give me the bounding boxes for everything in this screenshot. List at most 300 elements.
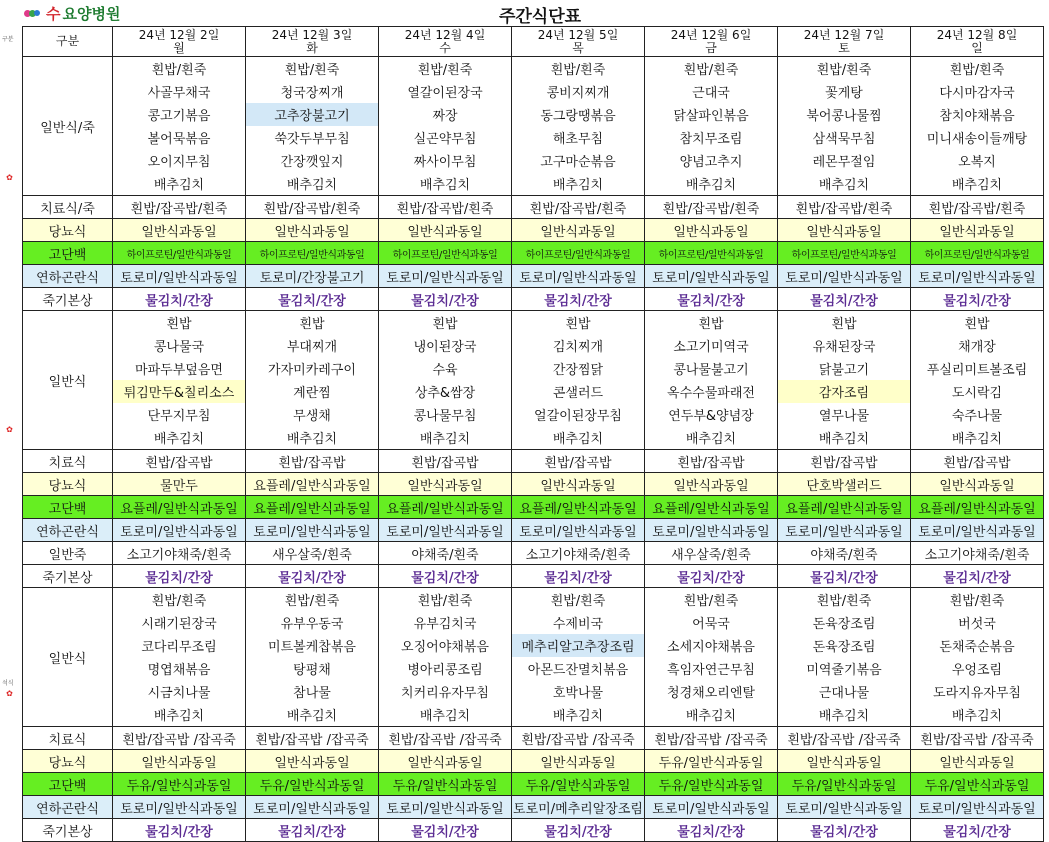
diet-row bbox=[23, 773, 1044, 796]
diet-cell: 일반식과동일 bbox=[911, 219, 1044, 242]
dish-cell: 배추김치 bbox=[778, 172, 911, 196]
diet-row bbox=[23, 727, 1044, 750]
diet-cell: 두유/일반식과동일 bbox=[911, 773, 1044, 796]
dish-cell: 참나물 bbox=[246, 680, 379, 703]
day-date: 24년 12월 6일 bbox=[670, 27, 752, 42]
day-header bbox=[113, 27, 246, 57]
diet-cell: 흰밥/잡곡밥/흰죽 bbox=[379, 196, 512, 219]
dish-cell: 짜사이무침 bbox=[379, 149, 512, 172]
diet-cell: 물김치/간장 bbox=[246, 565, 379, 588]
diet-cell: 단호박샐러드 bbox=[778, 473, 911, 496]
side-margin bbox=[0, 26, 22, 804]
diet-cell: 야채죽/흰죽 bbox=[778, 542, 911, 565]
diet-cell: 물김치/간장 bbox=[645, 288, 778, 311]
dish-cell: 배추김치 bbox=[645, 172, 778, 196]
diet-cell: 흰밥/잡곡밥 /잡곡죽 bbox=[379, 727, 512, 750]
diet-cell: 일반식과동일 bbox=[246, 219, 379, 242]
dish-cell: 콩나물불고기 bbox=[645, 357, 778, 380]
meal-type-label: 일반식/죽 bbox=[23, 57, 113, 196]
dish-cell: 김치찌개 bbox=[512, 334, 645, 357]
dish-cell: 사골무채국 bbox=[113, 80, 246, 103]
dish-cell: 흰밥/흰죽 bbox=[512, 588, 645, 612]
dish-cell: 레몬무절임 bbox=[778, 149, 911, 172]
diet-cell: 새우살죽/흰죽 bbox=[246, 542, 379, 565]
dish-cell: 고구마순볶음 bbox=[512, 149, 645, 172]
diet-cell: 물김치/간장 bbox=[778, 288, 911, 311]
diet-row bbox=[23, 796, 1044, 819]
diet-cell: 토로미/일반식과동일 bbox=[911, 796, 1044, 819]
dish-cell: 양념고추지 bbox=[645, 149, 778, 172]
diet-cell: 흰밥/잡곡밥/흰죽 bbox=[113, 196, 246, 219]
diet-row bbox=[23, 265, 1044, 288]
dish-cell: 흰밥/흰죽 bbox=[246, 588, 379, 612]
diet-cell: 새우살죽/흰죽 bbox=[645, 542, 778, 565]
meal-row bbox=[23, 611, 1044, 634]
dish-cell: 흰밥/흰죽 bbox=[645, 588, 778, 612]
dish-cell: 북어콩나물찜 bbox=[778, 103, 911, 126]
dish-cell: 해초무침 bbox=[512, 126, 645, 149]
diet-row bbox=[23, 565, 1044, 588]
diet-cell: 요플레/일반식과동일 bbox=[246, 473, 379, 496]
logo-mark-icon bbox=[34, 10, 40, 16]
dish-cell: 고추장불고기 bbox=[246, 103, 379, 126]
day-header bbox=[645, 27, 778, 57]
diet-cell: 토로미/일반식과동일 bbox=[113, 265, 246, 288]
dish-cell: 가자미카레구이 bbox=[246, 357, 379, 380]
diet-type-label: 연하곤란식 bbox=[23, 265, 113, 288]
dish-cell: 어묵국 bbox=[645, 611, 778, 634]
diet-type-label: 죽기본상 bbox=[23, 565, 113, 588]
meal-row bbox=[23, 126, 1044, 149]
diet-cell: 토로미/일반식과동일 bbox=[512, 265, 645, 288]
dish-cell: 탕평채 bbox=[246, 657, 379, 680]
dish-cell: 흰밥/흰죽 bbox=[113, 588, 246, 612]
day-weekday: 수 bbox=[439, 40, 451, 55]
meal-row bbox=[23, 380, 1044, 403]
diet-type-label: 연하곤란식 bbox=[23, 796, 113, 819]
dish-cell: 닭불고기 bbox=[778, 357, 911, 380]
meal-row bbox=[23, 311, 1044, 335]
dish-cell: 실곤약무침 bbox=[379, 126, 512, 149]
diet-type-label: 일반죽 bbox=[23, 542, 113, 565]
dish-cell: 동그랑땡볶음 bbox=[512, 103, 645, 126]
dish-cell: 유부김치국 bbox=[379, 611, 512, 634]
diet-cell: 토로미/일반식과동일 bbox=[379, 265, 512, 288]
dish-cell: 오징어야채볶음 bbox=[379, 634, 512, 657]
day-weekday: 금 bbox=[705, 40, 717, 55]
dish-cell: 배추김치 bbox=[512, 426, 645, 450]
diet-type-label: 당뇨식 bbox=[23, 473, 113, 496]
meal-row bbox=[23, 103, 1044, 126]
dish-cell: 냉이된장국 bbox=[379, 334, 512, 357]
dish-cell: 흰밥 bbox=[246, 311, 379, 335]
meal-row bbox=[23, 172, 1044, 196]
diet-cell: 요플레/일반식과동일 bbox=[113, 496, 246, 519]
diet-row bbox=[23, 450, 1044, 473]
dish-cell: 배추김치 bbox=[379, 172, 512, 196]
diet-cell: 요플레/일반식과동일 bbox=[778, 496, 911, 519]
diet-cell: 물김치/간장 bbox=[911, 565, 1044, 588]
meal-row bbox=[23, 80, 1044, 103]
dish-cell: 청국장찌개 bbox=[246, 80, 379, 103]
diet-cell: 물김치/간장 bbox=[911, 288, 1044, 311]
day-header bbox=[246, 27, 379, 57]
day-weekday: 화 bbox=[306, 40, 318, 55]
dish-cell: 유부우동국 bbox=[246, 611, 379, 634]
dish-cell: 흰밥/흰죽 bbox=[778, 57, 911, 81]
diet-cell: 하이프로틴/일반식과동일 bbox=[512, 242, 645, 265]
diet-cell: 두유/일반식과동일 bbox=[512, 773, 645, 796]
diet-cell: 일반식과동일 bbox=[911, 473, 1044, 496]
diet-cell: 흰밥/잡곡밥 /잡곡죽 bbox=[113, 727, 246, 750]
diet-cell: 흰밥/잡곡밥/흰죽 bbox=[645, 196, 778, 219]
dish-cell: 배추김치 bbox=[645, 426, 778, 450]
diet-cell: 일반식과동일 bbox=[512, 473, 645, 496]
diet-type-label: 고단백 bbox=[23, 773, 113, 796]
dish-cell: 튀김만두&칠리소스 bbox=[113, 380, 246, 403]
dish-cell: 흰밥/흰죽 bbox=[911, 57, 1044, 81]
diet-type-label: 치료식/죽 bbox=[23, 196, 113, 219]
dish-cell: 배추김치 bbox=[246, 426, 379, 450]
dish-cell: 흰밥 bbox=[512, 311, 645, 335]
dish-cell: 치커리유자무침 bbox=[379, 680, 512, 703]
diet-cell: 흰밥/잡곡밥/흰죽 bbox=[911, 196, 1044, 219]
diet-cell: 흰밥/잡곡밥 bbox=[113, 450, 246, 473]
diet-cell: 요플레/일반식과동일 bbox=[512, 496, 645, 519]
diet-cell: 일반식과동일 bbox=[246, 750, 379, 773]
diet-type-label: 고단백 bbox=[23, 496, 113, 519]
dish-cell: 시금치나물 bbox=[113, 680, 246, 703]
dish-cell: 배추김치 bbox=[379, 703, 512, 727]
diet-cell: 요플레/일반식과동일 bbox=[246, 496, 379, 519]
dish-cell: 배추김치 bbox=[246, 703, 379, 727]
dish-cell: 콘샐러드 bbox=[512, 380, 645, 403]
day-date: 24년 12월 8일 bbox=[936, 27, 1018, 42]
diet-cell: 소고기야채죽/흰죽 bbox=[113, 542, 246, 565]
diet-type-label: 연하곤란식 bbox=[23, 519, 113, 542]
diet-cell: 일반식과동일 bbox=[645, 219, 778, 242]
day-weekday: 토 bbox=[838, 40, 850, 55]
dish-cell: 명엽채볶음 bbox=[113, 657, 246, 680]
dish-cell: 열갈이된장국 bbox=[379, 80, 512, 103]
dish-cell: 콩고기볶음 bbox=[113, 103, 246, 126]
diet-row bbox=[23, 819, 1044, 842]
diet-cell: 흰밥/잡곡밥 /잡곡죽 bbox=[246, 727, 379, 750]
dish-cell: 다시마감자국 bbox=[911, 80, 1044, 103]
diet-cell: 토로미/일반식과동일 bbox=[113, 519, 246, 542]
diet-cell: 토로미/간장불고기 bbox=[246, 265, 379, 288]
dish-cell: 도라지유자무침 bbox=[911, 680, 1044, 703]
diet-cell: 하이프로틴/일반식과동일 bbox=[379, 242, 512, 265]
day-weekday: 목 bbox=[572, 40, 584, 55]
dish-cell: 배추김치 bbox=[778, 426, 911, 450]
meal-row bbox=[23, 426, 1044, 450]
diet-cell: 토로미/일반식과동일 bbox=[379, 796, 512, 819]
side-label-bottom: 석식 bbox=[2, 680, 14, 687]
diet-cell: 야채죽/흰죽 bbox=[379, 542, 512, 565]
dish-cell: 간장찜닭 bbox=[512, 357, 645, 380]
dish-cell: 배추김치 bbox=[911, 426, 1044, 450]
diet-cell: 흰밥/잡곡밥/흰죽 bbox=[246, 196, 379, 219]
diet-cell: 토로미/일반식과동일 bbox=[645, 265, 778, 288]
dish-cell: 수제비국 bbox=[512, 611, 645, 634]
dish-cell: 우엉조림 bbox=[911, 657, 1044, 680]
dish-cell: 배추김치 bbox=[512, 703, 645, 727]
diet-cell: 물김치/간장 bbox=[113, 288, 246, 311]
diet-cell: 두유/일반식과동일 bbox=[246, 773, 379, 796]
day-weekday: 월 bbox=[173, 40, 185, 55]
diet-cell: 두유/일반식과동일 bbox=[645, 773, 778, 796]
meal-row bbox=[23, 403, 1044, 426]
diet-cell: 소고기야채죽/흰죽 bbox=[512, 542, 645, 565]
meal-type-label: 일반식 bbox=[23, 588, 113, 727]
dish-cell: 아몬드잔멸치볶음 bbox=[512, 657, 645, 680]
logo-text-2: 요양병원 bbox=[62, 4, 121, 23]
diet-cell: 두유/일반식과동일 bbox=[113, 773, 246, 796]
diet-cell: 두유/일반식과동일 bbox=[778, 773, 911, 796]
diet-cell: 두유/일반식과동일 bbox=[645, 750, 778, 773]
dish-cell: 미니새송이들깨탕 bbox=[911, 126, 1044, 149]
side-label-top: 구분 bbox=[2, 36, 14, 43]
diet-cell: 물김치/간장 bbox=[778, 565, 911, 588]
dish-cell: 버섯국 bbox=[911, 611, 1044, 634]
diet-row bbox=[23, 496, 1044, 519]
dish-cell: 삼색묵무침 bbox=[778, 126, 911, 149]
diet-cell: 토로미/일반식과동일 bbox=[645, 796, 778, 819]
dish-cell: 배추김치 bbox=[113, 426, 246, 450]
dish-cell: 숙주나물 bbox=[911, 403, 1044, 426]
diet-cell: 일반식과동일 bbox=[379, 473, 512, 496]
dish-cell: 흰밥/흰죽 bbox=[512, 57, 645, 81]
diet-cell: 일반식과동일 bbox=[645, 473, 778, 496]
dish-cell: 짜장 bbox=[379, 103, 512, 126]
dish-cell: 흰밥/흰죽 bbox=[379, 588, 512, 612]
diet-row bbox=[23, 288, 1044, 311]
diet-cell: 하이프로틴/일반식과동일 bbox=[911, 242, 1044, 265]
diet-cell: 물김치/간장 bbox=[911, 819, 1044, 842]
dish-cell: 감자조림 bbox=[778, 380, 911, 403]
dish-cell: 흰밥 bbox=[778, 311, 911, 335]
diet-cell: 흰밥/잡곡밥 /잡곡죽 bbox=[512, 727, 645, 750]
diet-cell: 일반식과동일 bbox=[512, 219, 645, 242]
dish-cell: 호박나물 bbox=[512, 680, 645, 703]
dish-cell: 배추김치 bbox=[911, 703, 1044, 727]
diet-cell: 물김치/간장 bbox=[246, 288, 379, 311]
diet-cell: 물김치/간장 bbox=[512, 565, 645, 588]
dish-cell: 흰밥 bbox=[911, 311, 1044, 335]
diet-type-label: 죽기본상 bbox=[23, 819, 113, 842]
dish-cell: 배추김치 bbox=[246, 172, 379, 196]
dish-cell: 참치야채볶음 bbox=[911, 103, 1044, 126]
diet-cell: 일반식과동일 bbox=[379, 750, 512, 773]
diet-cell: 일반식과동일 bbox=[113, 750, 246, 773]
meal-row bbox=[23, 334, 1044, 357]
diet-row bbox=[23, 750, 1044, 773]
dish-cell: 근대나물 bbox=[778, 680, 911, 703]
diet-cell: 요플레/일반식과동일 bbox=[911, 496, 1044, 519]
diet-cell: 흰밥/잡곡밥 bbox=[778, 450, 911, 473]
meal-row bbox=[23, 634, 1044, 657]
dish-cell: 시래기된장국 bbox=[113, 611, 246, 634]
dish-cell: 배추김치 bbox=[778, 703, 911, 727]
diet-row bbox=[23, 473, 1044, 496]
diet-type-label: 당뇨식 bbox=[23, 219, 113, 242]
diet-type-label: 치료식 bbox=[23, 727, 113, 750]
dish-cell: 배추김치 bbox=[911, 172, 1044, 196]
dish-cell: 열무나물 bbox=[778, 403, 911, 426]
dish-cell: 흰밥/흰죽 bbox=[778, 588, 911, 612]
diet-cell: 토로미/일반식과동일 bbox=[778, 265, 911, 288]
dish-cell: 흰밥 bbox=[113, 311, 246, 335]
day-header bbox=[778, 27, 911, 57]
diet-row bbox=[23, 242, 1044, 265]
dish-cell: 메추리알고추장조림 bbox=[512, 634, 645, 657]
diet-cell: 하이프로틴/일반식과동일 bbox=[645, 242, 778, 265]
meal-type-label: 일반식 bbox=[23, 311, 113, 450]
diet-cell: 토로미/일반식과동일 bbox=[778, 796, 911, 819]
day-header bbox=[379, 27, 512, 57]
day-weekday: 일 bbox=[971, 40, 983, 55]
dish-cell: 돈육장조림 bbox=[778, 634, 911, 657]
day-header bbox=[911, 27, 1044, 57]
dish-cell: 흰밥/흰죽 bbox=[911, 588, 1044, 612]
diet-cell: 흰밥/잡곡밥 bbox=[512, 450, 645, 473]
diet-cell: 토로미/일반식과동일 bbox=[645, 519, 778, 542]
dish-cell: 단무지무침 bbox=[113, 403, 246, 426]
diet-row bbox=[23, 219, 1044, 242]
corner-label: 구분 bbox=[23, 27, 113, 57]
day-header bbox=[512, 27, 645, 57]
dish-cell: 옥수수물파래전 bbox=[645, 380, 778, 403]
diet-cell: 토로미/일반식과동일 bbox=[911, 265, 1044, 288]
day-date: 24년 12월 5일 bbox=[537, 27, 619, 42]
dish-cell: 계란찜 bbox=[246, 380, 379, 403]
dish-cell: 오복지 bbox=[911, 149, 1044, 172]
diet-cell: 물김치/간장 bbox=[246, 819, 379, 842]
meal-row bbox=[23, 680, 1044, 703]
diet-cell: 흰밥/잡곡밥/흰죽 bbox=[512, 196, 645, 219]
dish-cell: 연두부&양념장 bbox=[645, 403, 778, 426]
diet-cell: 물김치/간장 bbox=[379, 819, 512, 842]
diet-cell: 일반식과동일 bbox=[113, 219, 246, 242]
dish-cell: 푸실리미트볼조림 bbox=[911, 357, 1044, 380]
dish-cell: 흰밥/흰죽 bbox=[379, 57, 512, 81]
diet-cell: 흰밥/잡곡밥 bbox=[379, 450, 512, 473]
diet-cell: 일반식과동일 bbox=[512, 750, 645, 773]
diet-cell: 소고기야채죽/흰죽 bbox=[911, 542, 1044, 565]
diet-cell: 일반식과동일 bbox=[379, 219, 512, 242]
dish-cell: 쑥갓두부무침 bbox=[246, 126, 379, 149]
diet-cell: 물김치/간장 bbox=[645, 819, 778, 842]
diet-cell: 흰밥/잡곡밥 /잡곡죽 bbox=[778, 727, 911, 750]
diet-cell: 물김치/간장 bbox=[379, 288, 512, 311]
dish-cell: 꽃게탕 bbox=[778, 80, 911, 103]
day-date: 24년 12월 2일 bbox=[138, 27, 220, 42]
day-date: 24년 12월 4일 bbox=[404, 27, 486, 42]
dish-cell: 마파두부덮음면 bbox=[113, 357, 246, 380]
meal-row bbox=[23, 588, 1044, 612]
dish-cell: 배추김치 bbox=[512, 172, 645, 196]
diet-cell: 토로미/일반식과동일 bbox=[512, 519, 645, 542]
dish-cell: 배추김치 bbox=[113, 703, 246, 727]
diet-cell: 물김치/간장 bbox=[512, 819, 645, 842]
diet-cell: 흰밥/잡곡밥 bbox=[645, 450, 778, 473]
diet-type-label: 치료식 bbox=[23, 450, 113, 473]
dish-cell: 소고기미역국 bbox=[645, 334, 778, 357]
diet-cell: 물김치/간장 bbox=[113, 565, 246, 588]
hospital-logo bbox=[24, 3, 120, 23]
dish-cell: 돈육장조림 bbox=[778, 611, 911, 634]
diet-cell: 토로미/일반식과동일 bbox=[113, 796, 246, 819]
diet-cell: 요플레/일반식과동일 bbox=[645, 496, 778, 519]
diet-cell: 토로미/일반식과동일 bbox=[911, 519, 1044, 542]
dish-cell: 코다리무조림 bbox=[113, 634, 246, 657]
dish-cell: 흰밥 bbox=[645, 311, 778, 335]
meal-row bbox=[23, 357, 1044, 380]
diet-cell: 흰밥/잡곡밥 /잡곡죽 bbox=[645, 727, 778, 750]
flower-icon: ✿ bbox=[6, 689, 13, 698]
diet-cell: 물김치/간장 bbox=[113, 819, 246, 842]
dish-cell: 상추&쌈장 bbox=[379, 380, 512, 403]
dish-cell: 배추김치 bbox=[113, 172, 246, 196]
diet-cell: 흰밥/잡곡밥 bbox=[911, 450, 1044, 473]
diet-cell: 물김치/간장 bbox=[778, 819, 911, 842]
dish-cell: 흰밥 bbox=[379, 311, 512, 335]
diet-cell: 일반식과동일 bbox=[778, 750, 911, 773]
diet-cell: 하이프로틴/일반식과동일 bbox=[113, 242, 246, 265]
weekly-menu-table bbox=[22, 26, 1044, 842]
dish-cell: 도시락김 bbox=[911, 380, 1044, 403]
logo-text-1: 수 bbox=[46, 4, 61, 23]
meal-row bbox=[23, 149, 1044, 172]
dish-cell: 배추김치 bbox=[379, 426, 512, 450]
dish-cell: 참치무조림 bbox=[645, 126, 778, 149]
dish-cell: 오이지무침 bbox=[113, 149, 246, 172]
diet-cell: 토로미/메추리알장조림 bbox=[512, 796, 645, 819]
dish-cell: 흑임자연근무침 bbox=[645, 657, 778, 680]
diet-cell: 토로미/일반식과동일 bbox=[379, 519, 512, 542]
meal-row bbox=[23, 703, 1044, 727]
diet-cell: 물김치/간장 bbox=[512, 288, 645, 311]
dish-cell: 닭살파인볶음 bbox=[645, 103, 778, 126]
dish-cell: 미역줄기볶음 bbox=[778, 657, 911, 680]
dish-cell: 부대찌개 bbox=[246, 334, 379, 357]
diet-cell: 토로미/일반식과동일 bbox=[246, 796, 379, 819]
diet-row bbox=[23, 196, 1044, 219]
diet-cell: 요플레/일반식과동일 bbox=[379, 496, 512, 519]
dish-cell: 돈채죽순볶음 bbox=[911, 634, 1044, 657]
flower-icon: ✿ bbox=[6, 425, 13, 434]
dish-cell: 배추김치 bbox=[645, 703, 778, 727]
diet-type-label: 죽기본상 bbox=[23, 288, 113, 311]
dish-cell: 근대국 bbox=[645, 80, 778, 103]
diet-cell: 흰밥/잡곡밥/흰죽 bbox=[778, 196, 911, 219]
dish-cell: 청경채오리엔탈 bbox=[645, 680, 778, 703]
diet-cell: 흰밥/잡곡밥 /잡곡죽 bbox=[911, 727, 1044, 750]
dish-cell: 흰밥/흰죽 bbox=[246, 57, 379, 81]
dish-cell: 콩나물무침 bbox=[379, 403, 512, 426]
meal-row bbox=[23, 657, 1044, 680]
dish-cell: 무생채 bbox=[246, 403, 379, 426]
dish-cell: 흰밥/흰죽 bbox=[645, 57, 778, 81]
header-row bbox=[23, 27, 1044, 57]
page-title: 주간식단표 bbox=[498, 7, 582, 27]
diet-row bbox=[23, 542, 1044, 565]
diet-row bbox=[23, 519, 1044, 542]
diet-cell: 두유/일반식과동일 bbox=[379, 773, 512, 796]
diet-type-label: 고단백 bbox=[23, 242, 113, 265]
dish-cell: 콩나물국 bbox=[113, 334, 246, 357]
